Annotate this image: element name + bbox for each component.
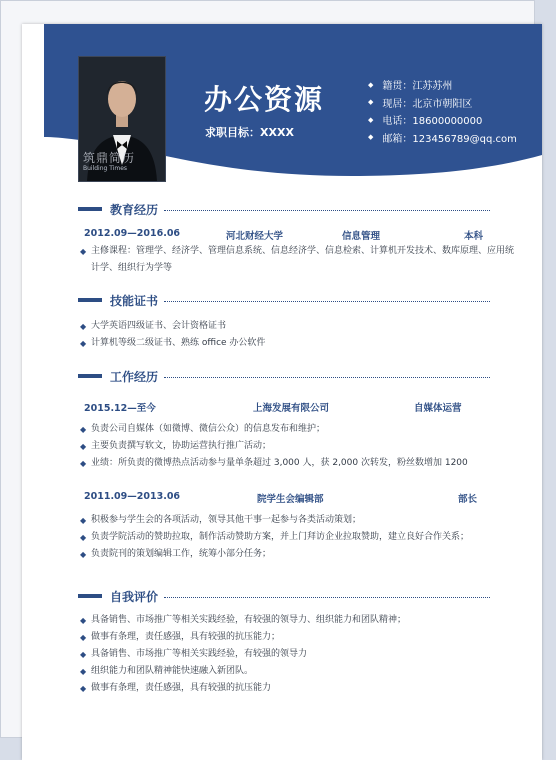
- bullet-text: 负责学院活动的赞助拉取，制作活动赞助方案，并上门拜访企业拉取赞助，建立良好合作关系；: [91, 532, 470, 542]
- bullet-text: 主要负责撰写软文，协助运营执行推广活动；: [91, 441, 272, 451]
- list-item: [80, 529, 520, 546]
- list-item: [80, 335, 520, 352]
- list-item: [80, 455, 520, 472]
- diamond-icon: ◆: [80, 533, 87, 542]
- section-title: 教育经历: [110, 202, 159, 217]
- section-divider: [164, 597, 490, 598]
- diamond-icon: ◆: [80, 516, 87, 525]
- diamond-icon: ◆: [80, 667, 87, 676]
- section-title: 自我评价: [110, 589, 159, 604]
- education-major: 信息管理: [342, 231, 381, 242]
- education-degree: 本科: [464, 231, 484, 242]
- diamond-icon: ◆: [368, 115, 374, 124]
- section-title: 技能证书: [110, 293, 159, 308]
- bullet-text: 业绩：所负责的微博热点活动参与量单条超过 3,000 人，获 2,000 次转发，粉丝数增加 1200: [91, 458, 468, 468]
- diamond-icon: ◆: [80, 442, 87, 451]
- diamond-icon: ◆: [80, 425, 87, 434]
- bullet-text: 负责公司自媒体（如微博、微信公众）的信息发布和维护；: [91, 424, 326, 434]
- section-divider: [164, 301, 490, 302]
- diamond-icon: ◆: [80, 339, 87, 348]
- contact-residence: [368, 94, 517, 112]
- contact-hometown: [368, 76, 517, 94]
- list-item: [80, 243, 520, 277]
- diamond-icon: ◆: [80, 633, 87, 642]
- list-item: [80, 421, 520, 438]
- list-item: [80, 318, 520, 335]
- diamond-icon: ◆: [368, 80, 374, 89]
- job-objective: 求职目标：XXXX: [205, 126, 294, 139]
- section-divider: [164, 210, 490, 211]
- diamond-icon: ◆: [80, 247, 87, 256]
- diamond-icon: ◆: [80, 550, 87, 559]
- photo-watermark-sub: Building Times: [83, 165, 128, 172]
- diamond-icon: ◆: [80, 650, 87, 659]
- section-self-eval-header: [78, 588, 490, 604]
- section-bar: [78, 594, 102, 598]
- contact-email: [368, 129, 517, 147]
- diamond-icon: ◆: [80, 684, 87, 693]
- bullet-text: 具备销售、市场推广等相关实践经验，有较强的领导力: [91, 649, 308, 659]
- bullet-text: 积极参与学生会的各项活动，领导其他干事一起参与各类活动策划；: [91, 515, 362, 525]
- section-bar: [78, 298, 102, 302]
- bullet-text: 计算机等级二级证书、熟练 office 办公软件: [91, 338, 266, 348]
- section-divider: [164, 377, 490, 378]
- education-school: 河北财经大学: [226, 231, 284, 242]
- contact-text: 邮箱：123456789@qq.com: [382, 133, 517, 145]
- diamond-icon: ◆: [368, 133, 374, 142]
- education-period: 2012.09—2016.06: [84, 228, 181, 239]
- diamond-icon: ◆: [80, 322, 87, 331]
- section-bar: [78, 207, 102, 211]
- bullet-text: 负责院刊的策划编辑工作，统筹小部分任务；: [91, 549, 272, 559]
- contact-text: 电话：18600000000: [382, 116, 483, 128]
- job-role: 部长: [458, 494, 478, 505]
- candidate-name: 办公资源: [204, 83, 325, 116]
- contact-info: [368, 76, 517, 146]
- list-item: [80, 646, 520, 663]
- section-bar: [78, 374, 102, 378]
- list-item: [80, 629, 520, 646]
- bullet-text: 大学英语四级证书、会计资格证书: [91, 321, 227, 331]
- section-education-header: [78, 201, 490, 217]
- contact-text: 现居：北京市朝阳区: [382, 98, 473, 110]
- list-item: [80, 512, 520, 529]
- list-item: [80, 546, 520, 563]
- list-item: [80, 438, 520, 455]
- contact-text: 籍贯：江苏苏州: [382, 81, 453, 93]
- bullet-text: 具备销售、市场推广等相关实践经验，有较强的领导力、组织能力和团队精神；: [91, 615, 407, 625]
- list-item: [80, 612, 520, 629]
- diamond-icon: ◆: [80, 459, 87, 468]
- list-item: [80, 663, 520, 680]
- diamond-icon: ◆: [80, 616, 87, 625]
- list-item: [80, 680, 520, 697]
- job-role: 自媒体运营: [414, 403, 462, 414]
- job-period: 2015.12—至今: [84, 403, 156, 414]
- photo-watermark: 筑鼎简历: [83, 151, 136, 165]
- bullet-text: 做事有条理，责任感强，具有较强的抗压能力；: [91, 632, 281, 642]
- profile-photo: [78, 56, 166, 182]
- resume-page: [22, 24, 542, 760]
- section-skills-header: [78, 292, 490, 308]
- bullet-text: 组织能力和团队精神能快速融入新团队。: [91, 666, 254, 676]
- section-work-header: [78, 368, 490, 384]
- job-period: 2011.09—2013.06: [84, 491, 181, 502]
- section-title: 工作经历: [110, 369, 159, 384]
- job-organization: 院学生会编辑部: [257, 494, 324, 505]
- diamond-icon: ◆: [368, 98, 374, 107]
- contact-phone: [368, 111, 517, 129]
- job-organization: 上海发展有限公司: [253, 403, 330, 414]
- bullet-text: 做事有条理，责任感强，具有较强的抗压能力: [91, 683, 272, 693]
- bullet-text: 主修课程：管理学、经济学、管理信息系统、信息经济学、信息检索、计算机开发技术、数库原理、应用统计学、组织行为学等: [91, 246, 515, 273]
